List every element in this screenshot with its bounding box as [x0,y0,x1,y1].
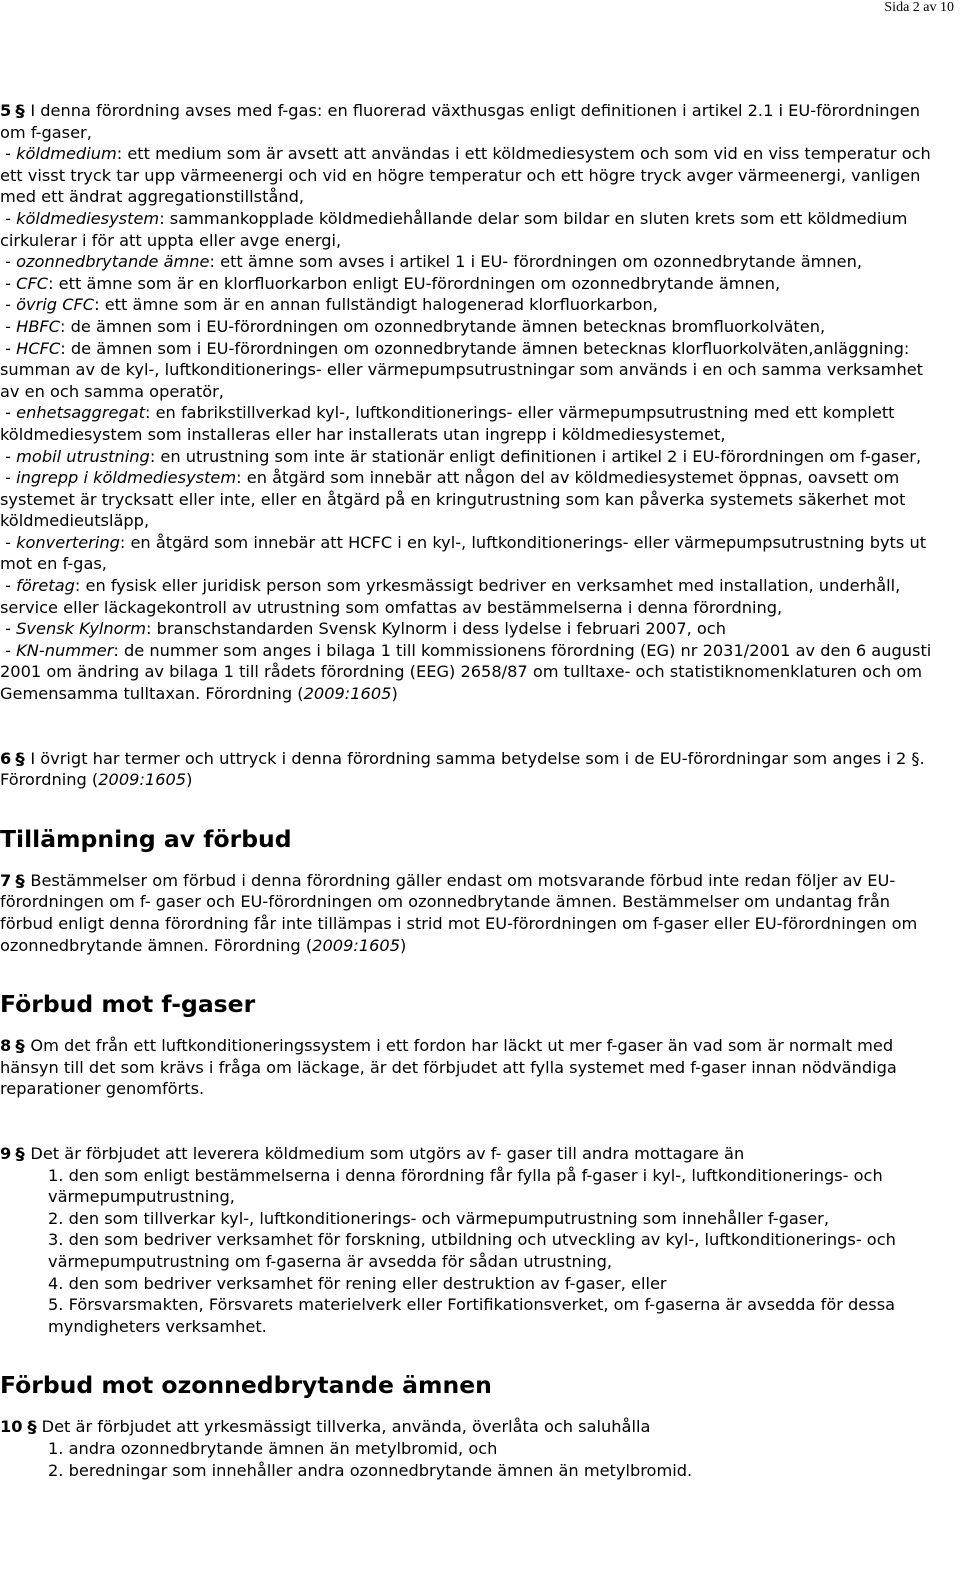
definition-term: KN-nummer [16,640,114,660]
amendment-reference: 2009:1605 [98,770,187,790]
ref-close: ) [400,935,407,955]
section-7 [0,870,946,956]
definition-item: - övrig CFC: ett ämne som är en annan fullständigt halogenerad klorfluorkarbon, [0,295,658,315]
list-item: 3. den som bedriver verksamhet för forskning, utbildning och utveckling av kyl-, luftkonditionerings- och värmepumputrustning om f-gaserna är avsedda för sådan utrustning, [48,1230,896,1271]
definition-term: ozonnedbrytande ämne [16,252,210,272]
definition-text: : en åtgärd som innebär att HCFC i en kyl-, luftkonditionerings- eller värmepumpsutrustning byts ut mot en f-gas, [0,532,927,574]
definition-term: CFC [16,273,49,293]
definition-item: - HCFC: de ämnen som i EU-förordningen om ozonnedbrytande ämnen betecknas klorfluorkolväten,anläggning: summan av de kyl-, luftkonditionerings- eller värmepumpsutrustningar som används i en och samma verksamhet av en och samma operatör, [0,338,924,401]
definition-term: övrig CFC [16,295,95,315]
page-number: Sida 2 av 10 [884,0,954,15]
section-10-text: Det är förbjudet att yrkesmässigt tillverka, använda, överlåta och saluhålla [41,1417,651,1437]
amendment-reference: 2009:1605 [312,935,401,955]
section-9-text: Det är förbjudet att leverera köldmedium som utgörs av f- gaser till andra mottagare än [30,1143,745,1163]
list-item: 2. beredningar som innehåller andra ozonnedbrytande ämnen än metylbromid. [48,1460,693,1480]
list-item: 2. den som tillverkar kyl-, luftkonditionerings- och värmepumputrustning som innehåller f-gaser, [48,1208,829,1228]
definition-text: : de nummer som anges i bilaga 1 till kommissionens förordning (EG) nr 2031/2001 av den 6 augusti 2001 om ändring av bilaga 1 till rådets förordning (EEG) 2658/87 om tulltaxe- och statistiknomenklaturen och om Gemensamma tulltaxan. Förordning ( [0,640,932,704]
paragraph-sign-icon: § [26,1417,37,1437]
section-number: 10 [0,1417,23,1437]
definition-text: : en utrustning som inte är stationär enligt definitionen i artikel 2 i EU-förordningen om f-gaser, [149,446,922,466]
document-body [0,100,946,1481]
definition-item: - ingrepp i köldmediesystem: en åtgärd som innebär att någon del av köldmediesystemet öppnas, oavsett om systemet är trycksatt eller inte, eller en åtgärd på en kringutrustning som kan påverka systemets säkerhet mot köldmedieutsläpp, [0,468,906,531]
definition-item: - enhetsaggregat: en fabrikstillverkad kyl-, luftkonditionerings- eller värmepumpsutrustning med ett komplett köldmediesystem som installeras eller har installerats utan ingrepp i köldmediesystemet, [0,403,895,444]
definition-text: : de ämnen som i EU-förordningen om ozonnedbrytande ämnen betecknas bromfluorkolväten, [60,316,826,336]
definition-text: : sammankopplade köldmediehållande delar som bildar en sluten krets som ett köldmedium cirkulerar i för att uppta eller avge energi, [0,208,908,250]
section-6-text: I övrigt har termer och uttryck i denna förordning samma betydelse som i de EU-förordningar som anges i 2 §. Förordning ( [0,748,925,790]
definition-text: : ett ämne som avses i artikel 1 i EU- förordningen om ozonnedbrytande ämnen, [209,252,863,272]
section-number: 9 [0,1143,12,1163]
definition-item: - köldmediesystem: sammankopplade köldmediehållande delar som bildar en sluten krets som ett köldmedium cirkulerar i för att uppta eller avge energi, [0,208,908,250]
definition-term: enhetsaggregat [16,403,145,423]
section-number: 8 [0,1036,12,1056]
ref-close: ) [391,684,398,704]
definition-term: ingrepp i köldmediesystem [16,468,237,488]
section-8-text: Om det från ett luftkonditioneringssystem i ett fordon har läckt ut mer f-gaser än vad som är normalt med hänsyn till det som krävs i fråga om läckage, är det förbjudet att fylla systemet med f-gaser innan nödvändiga reparationer genomförts. [0,1036,897,1099]
list-item: 1. andra ozonnedbrytande ämnen än metylbromid, och [48,1438,498,1458]
definition-term: köldmediesystem [16,208,160,228]
amendment-reference: 2009:1605 [303,684,392,704]
heading-tillampning: Tillämpning av förbud [0,824,292,853]
definition-text: : en fabrikstillverkad kyl-, luftkonditionerings- eller värmepumpsutrustning med ett komplett köldmediesystem som installeras eller har installerats utan ingrepp i köldmediesystemet, [0,403,895,444]
list-item: 4. den som bedriver verksamhet för rening eller destruktion av f-gaser, eller [48,1273,667,1293]
definition-text: : branschstandarden Svensk Kylnorm i dess lydelse i februari 2007, och [146,619,726,639]
heading-forbud-ozon: Förbud mot ozonnedbrytande ämnen [0,1371,492,1400]
section-5 [0,100,946,705]
section-8 [0,1035,946,1100]
definition-term: köldmedium [16,144,117,164]
definition-item: - mobil utrustning: en utrustning som inte är stationär enligt definitionen i artikel 2 i EU-förordningen om f-gaser, [0,446,922,466]
paragraph-sign-icon: § [15,101,25,120]
definition-item: - CFC: ett ämne som är en klorfluorkarbon enligt EU-förordningen om ozonnedbrytande ämnen, [0,273,781,293]
definition-text: : ett medium som är avsett att användas i ett köldmediesystem och som vid en viss temperatur och ett visst tryck tar upp värmeenergi och vid en högre temperatur och ett högre tryck avger värmeenergi, vanligen med ett ändrat aggregationstillstånd, [0,144,931,207]
paragraph-sign-icon: § [15,870,25,890]
section-5-intro: I denna förordning avses med f-gas: en fluorerad växthusgas enligt definitionen i artikel 2.1 i EU-förordningen om f-gaser, [0,101,921,142]
section-9-list [0,1165,946,1338]
definition-text: : en åtgärd som innebär att någon del av köldmediesystemet öppnas, oavsett om systemet är trycksatt eller inte, eller en åtgärd på en kringutrustning som kan påverka systemets säkerhet mot köldmedieutsläpp, [0,468,906,531]
definition-item: - HBFC: de ämnen som i EU-förordningen om ozonnedbrytande ämnen betecknas bromfluorkolväten, [0,316,826,336]
definition-item: - konvertering: en åtgärd som innebär att HCFC i en kyl-, luftkonditionerings- eller värmepumpsutrustning byts ut mot en f-gas, [0,532,927,574]
section-10-list [0,1438,946,1481]
heading-forbud-fgaser: Förbud mot f-gaser [0,990,256,1019]
section-number: 7 [0,870,12,890]
definition-term: företag [16,576,75,596]
definition-term: HCFC [16,338,61,358]
section-number: 5 [0,101,12,120]
section-10 [0,1416,946,1481]
definition-item: - ozonnedbrytande ämne: ett ämne som avses i artikel 1 i EU- förordningen om ozonnedbrytande ämnen, [0,252,863,272]
paragraph-sign-icon: § [15,748,25,768]
list-item: 1. den som enligt bestämmelserna i denna förordning får fylla på f-gaser i kyl-, luftkonditionerings- och värmepumputrustning, [48,1165,883,1207]
definition-item: - Svensk Kylnorm: branschstandarden Svensk Kylnorm i dess lydelse i februari 2007, och [0,619,726,639]
list-item: 5. Försvarsmakten, Försvarets materielverk eller Fortifikationsverket, om f-gaserna är avsedda för dessa myndigheters verksamhet. [48,1295,896,1336]
definition-term: HBFC [16,316,61,336]
section-7-text: Bestämmelser om förbud i denna förordning gäller endast om motsvarande förbud inte redan följer av EU-förordningen om f- gaser och EU-förordningen om ozonnedbrytande ämnen. Bestämmelser om undantag från förbud enligt denna förordning får inte tillämpas i strid mot EU-förordningen om f-gaser eller EU-förordningen om ozonnedbrytande ämnen. Förordning ( [0,870,918,955]
paragraph-sign-icon: § [15,1036,25,1056]
definition-item: - företag: en fysisk eller juridisk person som yrkesmässigt bedriver en verksamhet med installation, underhåll, service eller läckagekontroll av utrustning som omfattas av bestämmelserna i denna förordning, [0,576,901,617]
section-9 [0,1143,946,1337]
definition-term: konvertering [16,532,120,552]
definition-text: : en fysisk eller juridisk person som yrkesmässigt bedriver en verksamhet med installation, underhåll, service eller läckagekontroll av utrustning som omfattas av bestämmelserna i denna förordning, [0,576,901,617]
definition-term: Svensk Kylnorm [16,619,147,639]
definition-item: - KN-nummer: de nummer som anges i bilaga 1 till kommissionens förordning (EG) nr 2031/2001 av den 6 augusti 2001 om ändring av bilaga 1 till rådets förordning (EEG) 2658/87 om tulltaxe- och statistiknomenklaturen och om Gemensamma tulltaxan. Förordning (2009:1605) [0,640,932,704]
paragraph-sign-icon: § [15,1143,25,1163]
definition-text: : ett ämne som är en klorfluorkarbon enligt EU-förordningen om ozonnedbrytande ämnen, [48,273,781,293]
ref-close: ) [186,770,193,790]
definition-text: : ett ämne som är en annan fullständigt halogenerad klorfluorkarbon, [94,295,658,315]
definition-list [0,143,946,704]
definition-text: : de ämnen som i EU-förordningen om ozonnedbrytande ämnen betecknas klorfluorkolväten,anläggning: summan av de kyl-, luftkonditionerings- eller värmepumpsutrustningar som används i en och samma verksamhet av en och samma operatör, [0,338,924,401]
section-number: 6 [0,748,12,768]
definition-item: - köldmedium: ett medium som är avsett att användas i ett köldmediesystem och som vid en viss temperatur och ett visst tryck tar upp värmeenergi och vid en högre temperatur och ett högre tryck avger värmeenergi, vanligen med ett ändrat aggregationstillstånd, [0,144,931,207]
section-6 [0,748,946,791]
definition-term: mobil utrustning [16,446,150,466]
